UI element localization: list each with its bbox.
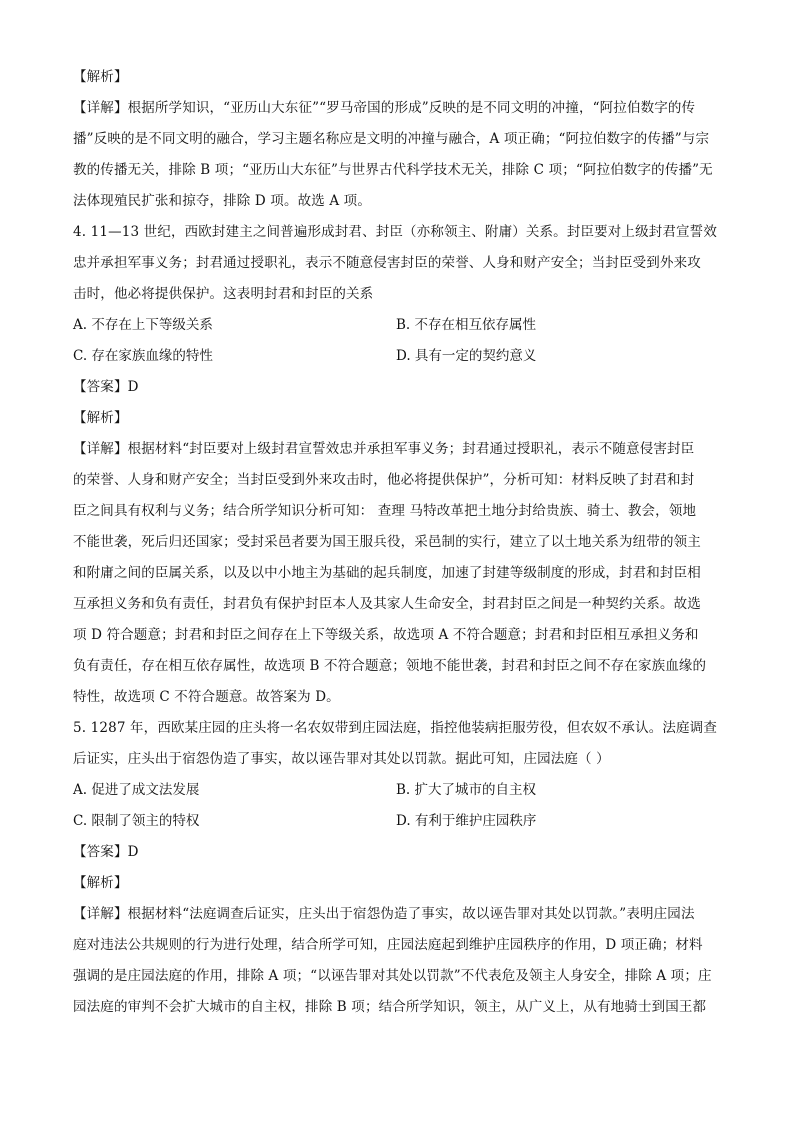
explanation-line: 教的传播无关，排除 B 项；“亚历山大东征”与世界古代科学技术无关，排除 C 项；“阿拉伯数字的传播”无 — [73, 162, 713, 178]
section-label-jiexi: 【解析】 — [73, 875, 128, 891]
question-5-line: 后证实，庄头出于宿怨伪造了事实，故以诬告罪对其处以罚款。据此可知，庄园法庭（ ） — [73, 751, 610, 767]
explanation-line: 项 D 符合题意；封君和封臣之间存在上下等级关系，故选项 A 不符合题意；封君和封臣相互承担义务和 — [73, 627, 699, 643]
explanation-line: 臣之间具有权利与义务；结合所学知识分析可知： 查理 马特改革把土地分封给贵族、骑士、教会，领地 — [73, 503, 697, 519]
explanation-line: 【详解】根据材料“封臣要对上级封君宣誓效忠并承担军事义务；封君通过授职礼，表示不随意侵害封臣 — [73, 441, 695, 457]
option-a: A. 不存在上下等级关系 — [73, 317, 213, 333]
explanation-line: 【详解】根据材料“法庭调查后证实，庄头出于宿怨伪造了事实，故以诬告罪对其处以罚款。”表明庄园法 — [73, 906, 695, 922]
explanation-line: 园法庭的审判不会扩大城市的自主权，排除 B 项；结合所学知识，领主，从广义上，从有地骑士到国王都 — [73, 999, 707, 1015]
document-content — [73, 62, 723, 1023]
question-4-line: 忠并承担军事义务；封君通过授职礼，表示不随意侵害封臣的荣誉、人身和财产安全；当封臣受到外来攻 — [73, 255, 701, 271]
explanation-line: 互承担义务和负有责任，封君负有保护封臣本人及其家人生命安全，封君封臣之间是一种契约关系。故选 — [73, 596, 701, 612]
section-label-jiexi: 【解析】 — [73, 69, 128, 85]
question-5-options-row-2 — [73, 806, 723, 837]
answer-label: 【答案】D — [73, 844, 139, 860]
question-4-options-row-1 — [73, 310, 723, 341]
answer-label: 【答案】D — [73, 379, 139, 395]
option-a: A. 促进了成文法发展 — [73, 782, 200, 798]
explanation-line: 播”反映的是不同文明的融合，学习主题名称应是文明的冲撞与融合，A 项正确；“阿拉伯数字的传播”与宗 — [73, 131, 710, 147]
option-d: D. 有利于维护庄园秩序 — [396, 813, 537, 829]
explanation-line: 特性，故选项 C 不符合题意。故答案为 D。 — [73, 689, 340, 705]
option-b: B. 扩大了城市的自主权 — [396, 782, 537, 798]
section-label-jiexi: 【解析】 — [73, 410, 128, 426]
explanation-line: 庭对违法公共规则的行为进行处理，结合所学可知，庄园法庭起到维护庄园秩序的作用，D 项正确；材料 — [73, 937, 703, 953]
question-4-options-row-2 — [73, 341, 723, 372]
option-c: C. 存在家族血缘的特性 — [73, 348, 213, 364]
explanation-line: 的荣誉、人身和财产安全；当封臣受到外来攻击时，他必将提供保护”，分析可知：材料反映了封君和封 — [73, 472, 695, 488]
option-b: B. 不存在相互依存属性 — [396, 317, 537, 333]
question-5-line: 5. 1287 年，西欧某庄园的庄头将一名农奴带到庄园法庭，指控他装病拒服劳役，但农奴不承认。法庭调查 — [73, 720, 717, 736]
question-4-line: 击时，他必将提供保护。这表明封君和封臣的关系 — [73, 286, 374, 302]
option-c: C. 限制了领主的特权 — [73, 813, 200, 829]
explanation-line: 负有责任，存在相互依存属性，故选项 B 不符合题意；领地不能世袭，封君和封臣之间不存在家族血缘的 — [73, 658, 707, 674]
question-4-line: 4. 11—13 世纪，西欧封建主之间普遍形成封君、封臣（亦称领主、附庸）关系。封臣要对上级封君宣誓效 — [73, 224, 717, 240]
option-d: D. 具有一定的契约意义 — [396, 348, 537, 364]
explanation-line: 不能世袭，死后归还国家；受封采邑者要为国王服兵役，采邑制的实行，建立了以土地关系为纽带的领主 — [73, 534, 701, 550]
explanation-line: 【详解】根据所学知识，“亚历山大东征”“罗马帝国的形成”反映的是不同文明的冲撞，“阿拉伯数字的传 — [73, 100, 696, 116]
explanation-line: 法体现殖民扩张和掠夺，排除 D 项。故选 A 项。 — [73, 193, 371, 209]
question-5-options-row-1 — [73, 775, 723, 806]
explanation-line: 强调的是庄园法庭的作用，排除 A 项；“以诬告罪对其处以罚款”不代表危及领主人身安全，排除 A 项；庄 — [73, 968, 712, 984]
explanation-line: 和附庸之间的臣属关系，以及以中小地主为基础的起兵制度，加速了封建等级制度的形成，封君和封臣相 — [73, 565, 701, 581]
